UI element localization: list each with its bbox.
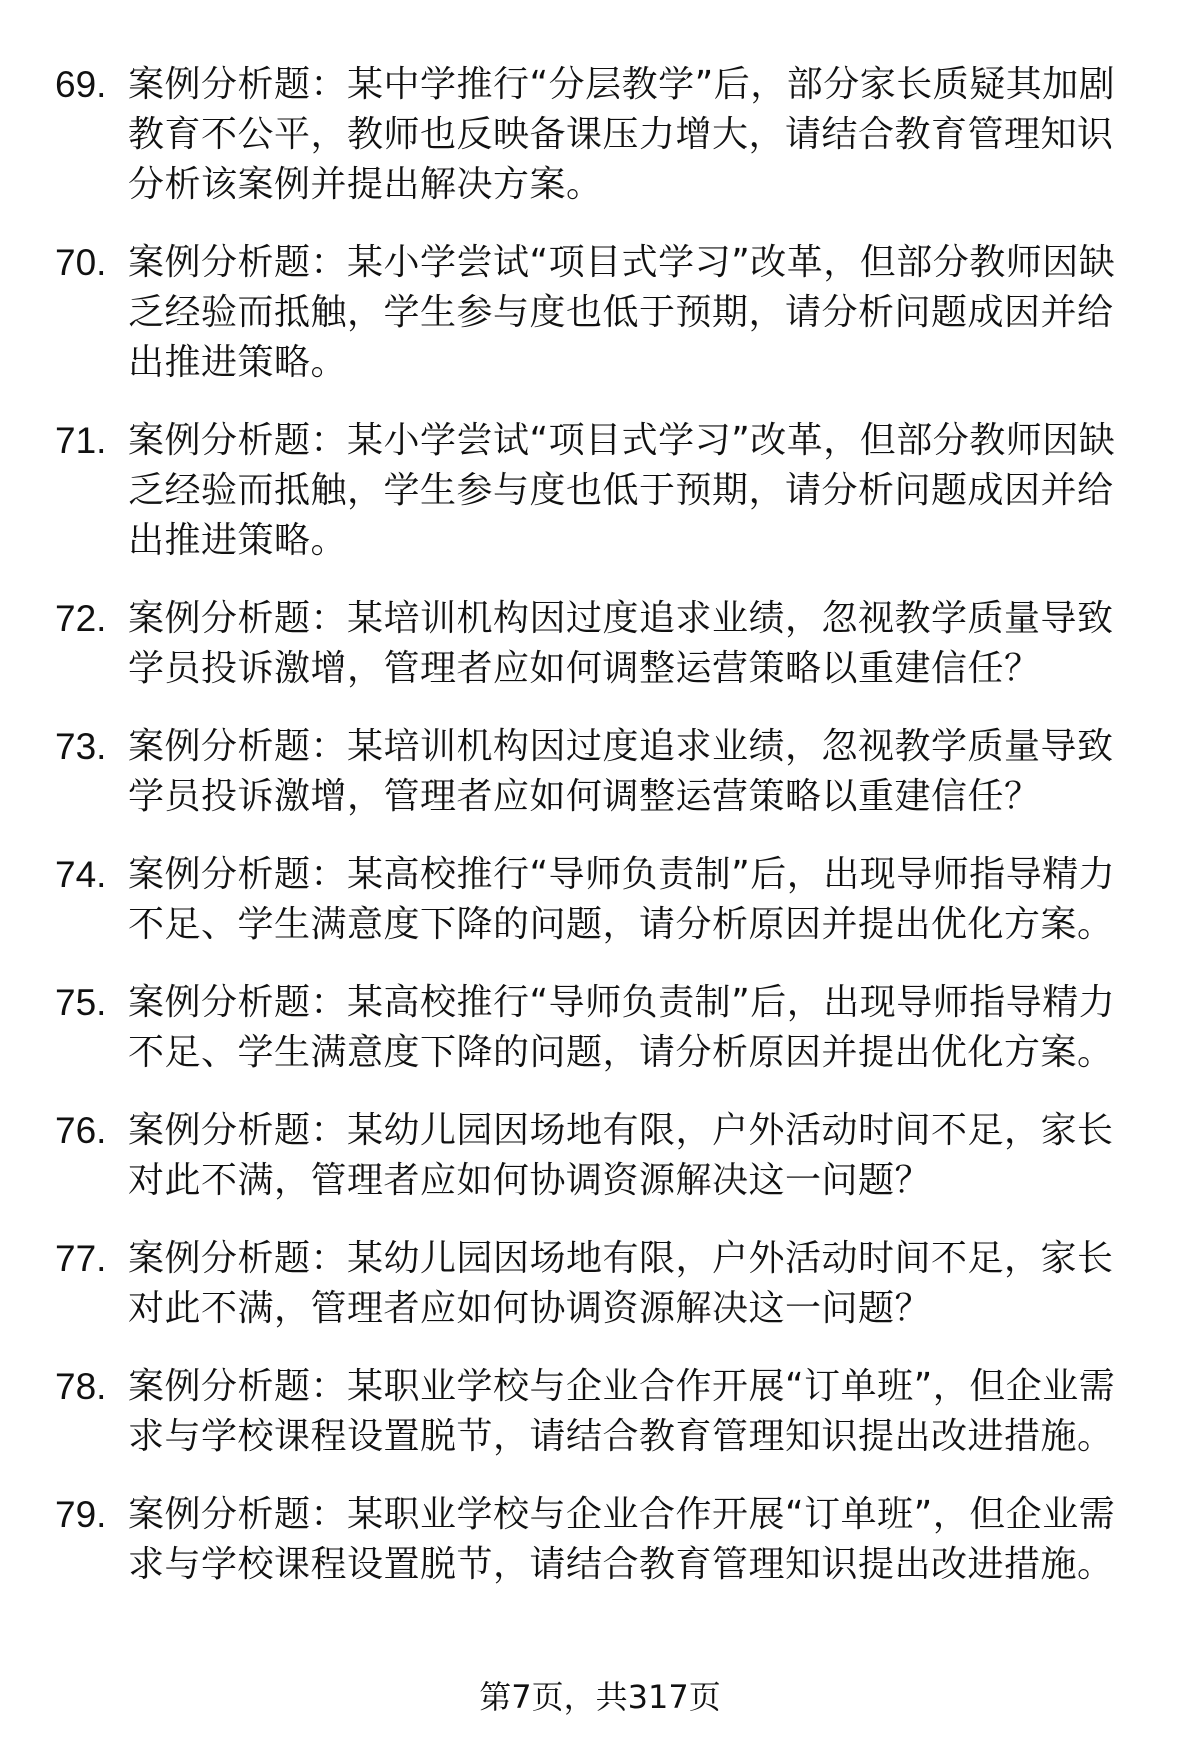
question-text: 案例分析题：某培训机构因过度追求业绩，忽视教学质量导致学员投诉激增，管理者应如何调整运营策略以重建信任？	[128, 726, 1114, 817]
question-number: 69.	[55, 64, 107, 105]
question-text: 案例分析题：某幼儿园因场地有限，户外活动时间不足，家长对此不满，管理者应如何协调资源解决这一问题？	[128, 1110, 1114, 1201]
question-number: 78.	[55, 1366, 107, 1407]
question-number: 72.	[55, 598, 107, 639]
question-text: 案例分析题：某职业学校与企业合作开展“订单班”，但企业需求与学校课程设置脱节，请结合教育管理知识提出改进措施。	[128, 1494, 1116, 1585]
question-item	[0, 1106, 1200, 1206]
question-number: 74.	[55, 854, 107, 895]
page-number-label: 第7页，共317页	[479, 1678, 721, 1716]
page-footer	[0, 1675, 1200, 1719]
question-text: 案例分析题：某培训机构因过度追求业绩，忽视教学质量导致学员投诉激增，管理者应如何调整运营策略以重建信任？	[128, 598, 1114, 689]
question-text: 案例分析题：某小学尝试“项目式学习”改革，但部分教师因缺乏经验而抵触，学生参与度也低于预期，请分析问题成因并给出推进策略。	[128, 242, 1116, 383]
question-item	[0, 416, 1200, 566]
question-number: 75.	[55, 982, 107, 1023]
question-number: 79.	[55, 1494, 107, 1535]
question-text: 案例分析题：某幼儿园因场地有限，户外活动时间不足，家长对此不满，管理者应如何协调资源解决这一问题？	[128, 1238, 1114, 1329]
question-item	[0, 238, 1200, 388]
question-number: 76.	[55, 1110, 107, 1151]
question-text: 案例分析题：某高校推行“导师负责制”后，出现导师指导精力不足、学生满意度下降的问题，请分析原因并提出优化方案。	[128, 854, 1116, 945]
question-item	[0, 978, 1200, 1078]
question-text: 案例分析题：某职业学校与企业合作开展“订单班”，但企业需求与学校课程设置脱节，请结合教育管理知识提出改进措施。	[128, 1366, 1116, 1457]
question-list	[0, 60, 1200, 1618]
question-item	[0, 850, 1200, 950]
question-number: 70.	[55, 242, 107, 283]
question-item	[0, 594, 1200, 694]
question-item	[0, 722, 1200, 822]
question-item	[0, 1490, 1200, 1590]
question-item	[0, 1362, 1200, 1462]
question-text: 案例分析题：某高校推行“导师负责制”后，出现导师指导精力不足、学生满意度下降的问题，请分析原因并提出优化方案。	[128, 982, 1116, 1073]
question-text: 案例分析题：某中学推行“分层教学”后，部分家长质疑其加剧教育不公平，教师也反映备课压力增大，请结合教育管理知识分析该案例并提出解决方案。	[128, 64, 1116, 205]
question-number: 77.	[55, 1238, 107, 1279]
question-item	[0, 1234, 1200, 1334]
question-number: 71.	[55, 420, 107, 461]
question-text: 案例分析题：某小学尝试“项目式学习”改革，但部分教师因缺乏经验而抵触，学生参与度也低于预期，请分析问题成因并给出推进策略。	[128, 420, 1116, 561]
question-item	[0, 60, 1200, 210]
question-number: 73.	[55, 726, 107, 767]
